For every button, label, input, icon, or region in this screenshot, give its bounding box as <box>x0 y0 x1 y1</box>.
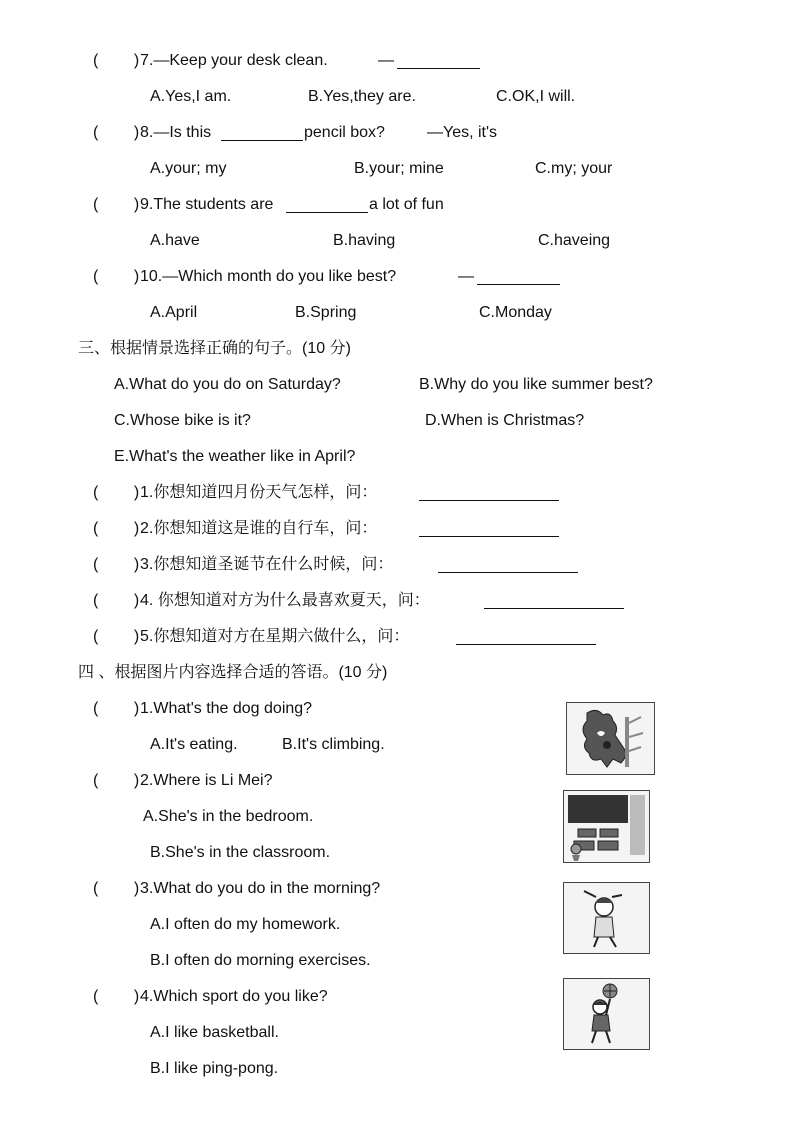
blank-q9[interactable] <box>286 197 368 213</box>
option-q8-a[interactable]: A.your; my <box>150 160 227 177</box>
answer-paren-q8[interactable]: ( ) <box>93 124 140 141</box>
answer-paren-q7[interactable]: ( ) <box>93 52 140 69</box>
question-q10: 10.—Which month do you like best? <box>140 268 397 285</box>
option-q7-c[interactable]: C.OK,I will. <box>496 88 576 105</box>
option-part4-4-a[interactable]: A.I like basketball. <box>150 1024 279 1041</box>
option-part4-1-b[interactable]: B.It's climbing. <box>282 736 385 753</box>
option-q10-b[interactable]: B.Spring <box>295 304 357 321</box>
blank-q7[interactable] <box>397 53 480 69</box>
question-part4-4: 4.Which sport do you like? <box>140 988 328 1005</box>
reply-q8: —Yes, it's <box>427 124 498 141</box>
question-q7: 7.—Keep your desk clean. <box>140 52 328 69</box>
sentence-choice-e: E.What's the weather like in April? <box>114 448 356 465</box>
option-part4-4-b[interactable]: B.I like ping-pong. <box>150 1060 279 1077</box>
section-heading-part4: 四 、根据图片内容选择合适的答语。(10 分) <box>78 664 388 681</box>
option-part4-1-a[interactable]: A.It's eating. <box>150 736 238 753</box>
answer-paren-part3-2[interactable]: ( ) <box>93 520 140 537</box>
option-part4-2-b[interactable]: B.She's in the classroom. <box>150 844 331 861</box>
question-part4-1: 1.What's the dog doing? <box>140 700 313 717</box>
blank-part3-2[interactable] <box>419 521 559 537</box>
question-q8-part2: pencil box? <box>304 124 385 141</box>
question-q8-part1: 8.—Is this <box>140 124 212 141</box>
answer-paren-part3-3[interactable]: ( ) <box>93 556 140 573</box>
classroom-illustration <box>564 791 649 862</box>
situation-item-5: 5.你想知道对方在星期六做什么，问： <box>140 628 410 645</box>
answer-paren-part3-5[interactable]: ( ) <box>93 628 140 645</box>
option-part4-3-a[interactable]: A.I often do my homework. <box>150 916 341 933</box>
sentence-choice-a: A.What do you do on Saturday? <box>114 376 341 393</box>
blank-part3-1[interactable] <box>419 485 559 501</box>
dog-climbing-illustration <box>567 703 654 774</box>
section-heading-part3: 三、根据情景选择正确的句子。(10 分) <box>78 340 351 357</box>
question-q9-part1: 9.The students are <box>140 196 274 213</box>
answer-paren-part4-3[interactable]: ( ) <box>93 880 140 897</box>
answer-paren-part4-2[interactable]: ( ) <box>93 772 140 789</box>
option-q9-a[interactable]: A.have <box>150 232 200 249</box>
option-q10-a[interactable]: A.April <box>150 304 198 321</box>
option-q9-c[interactable]: C.haveing <box>538 232 611 249</box>
answer-paren-part3-4[interactable]: ( ) <box>93 592 140 609</box>
option-q9-b[interactable]: B.having <box>333 232 396 249</box>
sentence-choice-b: B.Why do you like summer best? <box>419 376 653 393</box>
exercise-picture <box>563 882 650 954</box>
answer-paren-part4-1[interactable]: ( ) <box>93 700 140 717</box>
option-q8-c[interactable]: C.my; your <box>535 160 613 177</box>
boy-basketball-illustration <box>564 979 649 1049</box>
answer-paren-part3-1[interactable]: ( ) <box>93 484 140 501</box>
option-q7-b[interactable]: B.Yes,they are. <box>308 88 416 105</box>
classroom-picture <box>563 790 650 863</box>
reply-dash-q7: — <box>378 52 394 69</box>
answer-paren-q10[interactable]: ( ) <box>93 268 140 285</box>
girl-exercising-illustration <box>564 883 649 953</box>
blank-part3-4[interactable] <box>484 593 624 609</box>
question-q9-part2: a lot of fun <box>369 196 444 213</box>
option-part4-3-b[interactable]: B.I often do morning exercises. <box>150 952 371 969</box>
blank-q10[interactable] <box>477 269 560 285</box>
answer-paren-part4-4[interactable]: ( ) <box>93 988 140 1005</box>
situation-item-1: 1.你想知道四月份天气怎样，问： <box>140 484 378 501</box>
option-q10-c[interactable]: C.Monday <box>479 304 552 321</box>
reply-dash-q10: — <box>458 268 474 285</box>
option-part4-2-a[interactable]: A.She's in the bedroom. <box>143 808 314 825</box>
blank-q8[interactable] <box>221 125 303 141</box>
blank-part3-5[interactable] <box>456 629 596 645</box>
answer-paren-q9[interactable]: ( ) <box>93 196 140 213</box>
sentence-choice-c: C.Whose bike is it? <box>114 412 251 429</box>
option-q7-a[interactable]: A.Yes,I am. <box>150 88 232 105</box>
blank-part3-3[interactable] <box>438 557 578 573</box>
situation-item-2: 2.你想知道这是谁的自行车，问： <box>140 520 378 537</box>
basketball-picture <box>563 978 650 1050</box>
dog-picture <box>566 702 655 775</box>
situation-item-3: 3.你想知道圣诞节在什么时候，问： <box>140 556 394 573</box>
sentence-choice-d: D.When is Christmas? <box>425 412 585 429</box>
question-part4-2: 2.Where is Li Mei? <box>140 772 273 789</box>
situation-item-4: 4. 你想知道对方为什么最喜欢夏天，问： <box>140 592 430 609</box>
question-part4-3: 3.What do you do in the morning? <box>140 880 381 897</box>
option-q8-b[interactable]: B.your; mine <box>354 160 444 177</box>
